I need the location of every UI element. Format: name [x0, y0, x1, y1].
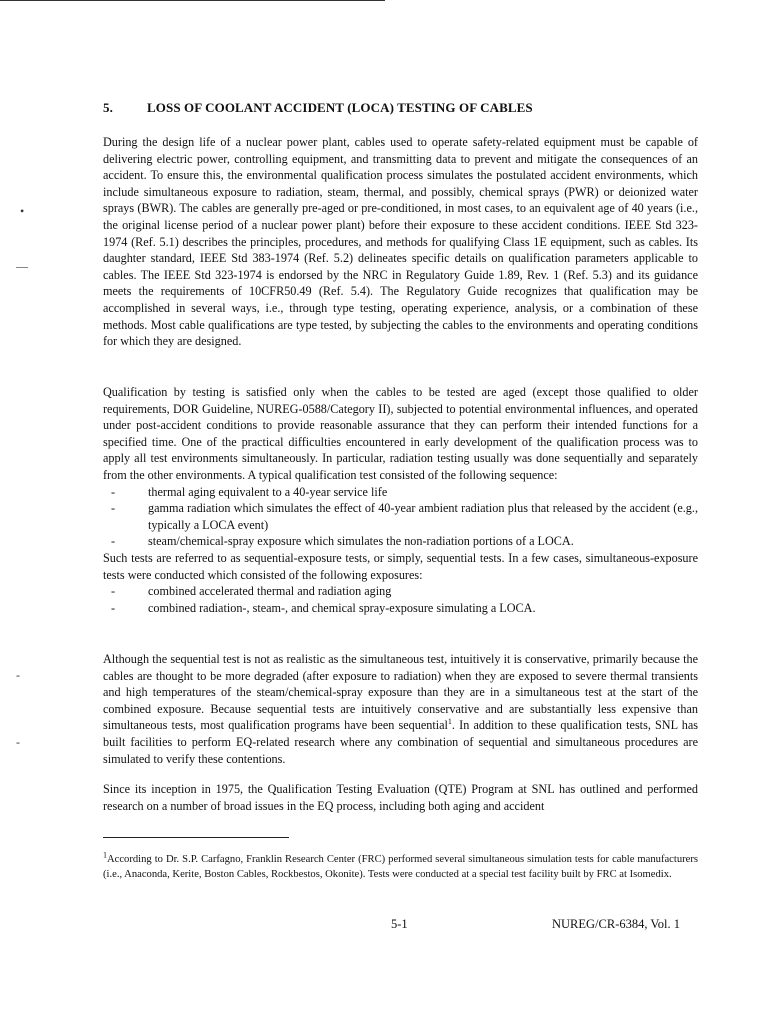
sequential-test-list [103, 484, 698, 550]
list-dash: - [111, 584, 116, 599]
list-dash: - [111, 484, 116, 499]
paragraph-sequential-vs-simultaneous: Although the sequential test is not as realistic as the simultaneous test, intuitively it is conservative, primarily because the cables are thought to be more degraded (after exposure to radiation) when they are exposed to severe thermal transients and high temperatures of the steam/chemical-spray exposure than they are in a simultaneous test at the start of the combined exposure. Because sequential tests are intuitively conservative and are substantially less expensive than simultaneous tests, most qualification programs have been sequential$^1$. In addition to these qualification tests, SNL has built facilities to perform EQ-related research where any combination of sequential and simultaneous procedures are simulated to verify these contentions. [103, 652, 699, 766]
list-dash: - [111, 501, 116, 516]
list-item: - gamma radiation which simulates the effect of 40-year ambient radiation plus that released by the accident (e.g., typically a LOCA event) [111, 501, 698, 532]
document-id: NUREG/CR-6384, Vol. 1 [552, 917, 681, 931]
paragraph-qualification-intro: Qualification by testing is satisfied only when the cables to be tested are aged (except those qualified to older requirements, DOR Guideline, NUREG-0588/Category II), subjected to potential environmental influences, and operated under post-accident conditions to provide reasonable assurance that they can perform their intended functions for a specified time. One of the practical difficulties encountered in early development of the qualification process was to apply all test environments simultaneously. In particular, radiation testing usually was done sequentially and separately from the other environments. A typical qualification test consisted of the following sequence: [103, 385, 698, 482]
paragraph-intro: During the design life of a nuclear power plant, cables used to operate safety-related equipment must be capable of delivering electric power, controlling equipment, and transmitting data to prevent and mitigate the consequences of an accident. To ensure this, the environmental qualification process simulates the postulated accident environments, which include simultaneous exposure to radiation, steam, thermal, and possibly, chemical sprays (PWR) or deionized water sprays (BWR). The cables are generally pre-aged or pre-conditioned, in most cases, to an equivalent age of 40 years (i.e., the original license period of a nuclear power plant) before their exposure to these accident conditions. IEEE Std 323-1974 (Ref. 5.1) describes the principles, procedures, and methods for qualifying Class 1E equipment, such as cables. Its daughter standard, IEEE Std 383-1974 (Ref. 5.2) delineates specific details on qualification parameters applicable to cables. The IEEE Std 323-1974 is endorsed by the NRC in Regulatory Guide 1.89, Rev. 1 (Ref. 5.3) and its guidance meets the requirements of 10CFR50.49 (Ref. 5.4). The Regulatory Guide recognizes that qualification may be accomplished in several ways, i.e., through type testing, operating experience, analysis, or a combination of these methods. Most cable qualifications are type tested, by subjecting the cables to the environments and operating conditions for which they are designed. [103, 135, 698, 349]
section-heading [103, 100, 533, 116]
footnote-rule [103, 837, 289, 838]
list-dash: - [111, 534, 116, 549]
footnote-marker: 1 [103, 850, 107, 860]
paragraph-qte-program: Since its inception in 1975, the Qualification Testing Evaluation (QTE) Program at SNL has outlined and performed research on a number of broad issues in the EQ process, including both aging and accident [103, 782, 698, 813]
margin-mark: - [16, 735, 20, 749]
margin-mark: - [16, 668, 20, 682]
section-number: 5. [103, 100, 113, 115]
top-rule [0, 0, 385, 1]
paragraph-qualification-middle: Such tests are referred to as sequential-exposure tests, or simply, sequential tests. In a few cases, simultaneous-exposure tests were conducted which consisted of the following exposures: [103, 550, 698, 582]
page-number: 5-1 [391, 917, 408, 931]
list-item: - combined accelerated thermal and radiation aging [111, 584, 392, 599]
list-item: - combined radiation-, steam-, and chemical spray-exposure simulating a LOCA. [111, 600, 536, 615]
list-item: - steam/chemical-spray exposure which simulates the non-radiation portions of a LOCA. [111, 534, 574, 549]
margin-mark: — [16, 259, 28, 273]
footnote-text: According to Dr. S.P. Carfagno, Franklin Research Center (FRC) performed several simultaneous simulation tests for cable manufacturers (i.e., Anaconda, Kerite, Boston Cables, Rockbestos, Okonite). Tests were conducted at a special test facility built by FRC at Isomedix. [103, 854, 698, 881]
list-dash: - [111, 600, 116, 615]
margin-mark: • [20, 204, 25, 218]
footnote-reference: 1 [447, 717, 452, 727]
list-item: - thermal aging equivalent to a 40-year service life [111, 484, 388, 499]
simultaneous-test-list [103, 583, 698, 616]
footnote [103, 852, 698, 882]
paragraph-qualification-testing [103, 384, 698, 616]
section-title: LOSS OF COOLANT ACCIDENT (LOCA) TESTING OF CABLES [147, 100, 533, 115]
